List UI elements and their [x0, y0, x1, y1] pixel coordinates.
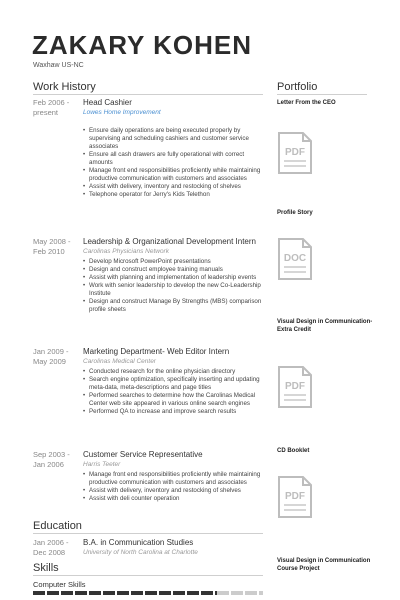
job-bullet: • Ensure all cash drawers are fully operational with correct amounts	[83, 151, 263, 167]
job-title: Marketing Department- Web Editor Intern	[83, 347, 230, 356]
job-bullet: • Performed QA to increase and improve search results	[83, 408, 263, 416]
job-title: Customer Service Representative	[83, 450, 203, 459]
doc-icon[interactable]	[277, 238, 313, 280]
job-bullets	[83, 127, 263, 199]
job-bullet: • Assist with planning and implementation of leadership events	[83, 274, 263, 282]
candidate-location: Waxhaw US-NC	[33, 62, 84, 69]
job-title: Head Cashier	[83, 98, 132, 107]
job-company: Carolinas Physicians Network	[83, 248, 169, 255]
job-bullet: • Ensure daily operations are being executed properly by supervising and scheduling cashiers and customer service associates	[83, 127, 263, 151]
education-degree: B.A. in Communication Studies	[83, 538, 194, 547]
job-bullet: • Develop Microsoft PowerPoint presentations	[83, 258, 263, 266]
skills-heading: Skills	[33, 562, 59, 574]
job-dates: Jan 2009 - May 2009	[33, 347, 69, 366]
portfolio-item-title[interactable]: Visual Design in Communication- Extra Credit	[277, 319, 373, 333]
job-title: Leadership & Organizational Development Intern	[83, 237, 256, 246]
job-bullet: • Assist with delivery, inventory and restocking of shelves	[83, 487, 263, 495]
job-bullet: • Search engine optimization, specifically inserting and updating meta-data, meta-descriptions and page titles	[83, 376, 263, 392]
job-bullet: • Design and construct Manage By Strengths (MBS) comparison profile sheets	[83, 298, 263, 314]
job-bullet: • Performed searches to determine how the Carolinas Medical Center web site appeared in various online search engines	[83, 392, 263, 408]
job-bullet: • Work with senior leadership to develop the new Co-Leadership Institute	[83, 282, 263, 298]
portfolio-item-title[interactable]: CD Booklet	[277, 448, 310, 454]
job-bullet: • Design and construct employee training manuals	[83, 266, 263, 274]
pdf-icon[interactable]	[277, 132, 313, 174]
skill-level-bar	[33, 591, 263, 595]
education-dates: Jan 2006 - Dec 2008	[33, 538, 69, 557]
job-company-link[interactable]: Lowes Home Improvement	[83, 109, 161, 116]
candidate-name: ZAKARY KOHEN	[32, 30, 253, 60]
job-dates: Feb 2006 - present	[33, 98, 70, 117]
portfolio-heading: Portfolio	[277, 81, 318, 93]
job-bullet: • Assist with deli counter operation	[83, 495, 263, 503]
work-history-rule	[33, 94, 263, 95]
job-bullet: • Manage front end responsibilities proficiently while maintaining productive communication with customers and associates	[83, 167, 263, 183]
skills-rule	[33, 575, 263, 576]
job-bullet: • Manage front end responsibilities proficiently while maintaining productive communication with customers and associates	[83, 471, 263, 487]
job-company: Harris Teeter	[83, 461, 121, 468]
work-history-heading: Work History	[33, 81, 96, 93]
portfolio-item-title[interactable]: Visual Design in Communication Course Project	[277, 558, 371, 572]
education-school: University of North Carolina at Charlotte	[83, 549, 198, 556]
pdf-icon[interactable]	[277, 476, 313, 518]
portfolio-item-title[interactable]: Letter From the CEO	[277, 100, 336, 106]
job-bullet: • Conducted research for the online physician directory	[83, 368, 263, 376]
doc-icon-label: DOC	[283, 253, 307, 264]
portfolio-rule	[277, 94, 367, 95]
pdf-icon-label: PDF	[285, 381, 305, 392]
job-dates: Sep 2003 - Jan 2006	[33, 450, 70, 469]
education-heading: Education	[33, 520, 82, 532]
pdf-icon[interactable]	[277, 366, 313, 408]
job-dates: May 2008 - Feb 2010	[33, 237, 71, 256]
job-company: Carolinas Medical Center	[83, 358, 156, 365]
pdf-icon-label: PDF	[285, 147, 305, 158]
job-bullets	[83, 368, 263, 416]
job-bullet: • Assist with delivery, inventory and restocking of shelves	[83, 183, 263, 191]
skill-label: Computer Skills	[33, 580, 86, 589]
pdf-icon-label: PDF	[285, 491, 305, 502]
job-bullet: • Telephone operator for Jerry's Kids Telethon	[83, 191, 263, 199]
portfolio-item-title[interactable]: Profile Story	[277, 210, 313, 216]
education-rule	[33, 533, 263, 534]
job-bullets	[83, 471, 263, 503]
job-bullets	[83, 258, 263, 314]
